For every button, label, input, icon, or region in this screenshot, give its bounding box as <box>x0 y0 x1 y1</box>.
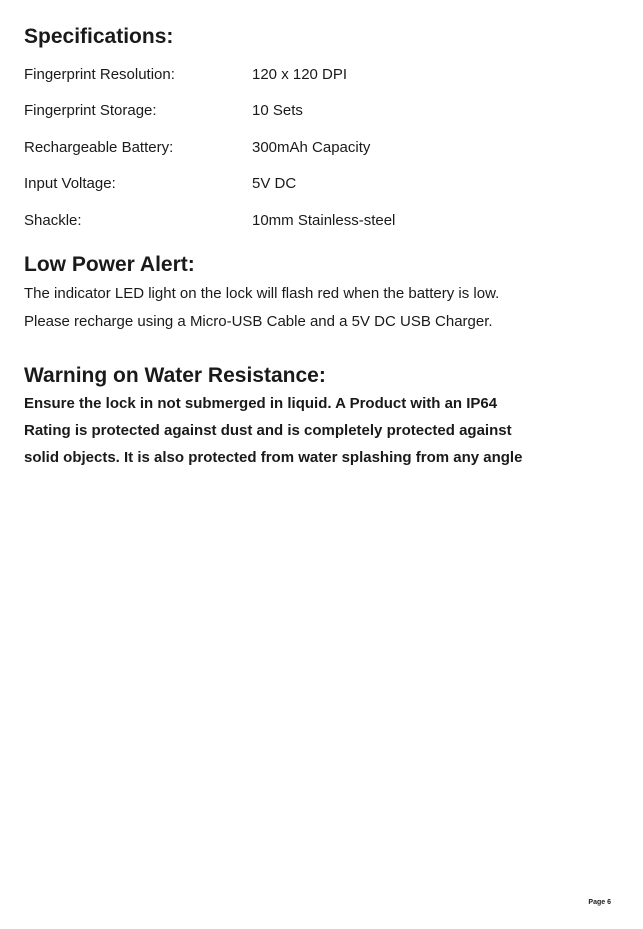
water-warning-heading: Warning on Water Resistance: <box>24 364 326 387</box>
low-power-text-line: Please recharge using a Micro-USB Cable and a 5V DC USB Charger. <box>24 313 493 330</box>
spec-value: 10 Sets <box>252 102 303 119</box>
spec-value: 5V DC <box>252 175 297 192</box>
spec-label: Fingerprint Storage: <box>24 102 157 119</box>
spec-label: Rechargeable Battery: <box>24 139 174 156</box>
low-power-heading: Low Power Alert: <box>24 253 195 276</box>
water-warning-text-line: Ensure the lock in not submerged in liquid. A Product with an IP64 <box>24 395 498 412</box>
spec-row-fingerprint-resolution <box>24 64 624 86</box>
low-power-text-line: The indicator LED light on the lock will flash red when the battery is low. <box>24 285 500 302</box>
spec-row-shackle <box>24 210 624 232</box>
spec-row-rechargeable-battery <box>24 137 624 159</box>
spec-value: 120 x 120 DPI <box>252 66 348 83</box>
water-warning-text-line: solid objects. It is also protected from water splashing from any angle <box>24 449 523 466</box>
spec-label: Shackle: <box>24 212 82 229</box>
specifications-heading: Specifications: <box>24 25 174 48</box>
spec-row-fingerprint-storage <box>24 100 624 122</box>
spec-row-input-voltage <box>24 173 624 195</box>
spec-value: 300mAh Capacity <box>252 139 371 156</box>
water-warning-text-line: Rating is protected against dust and is completely protected against <box>24 422 512 439</box>
spec-label: Input Voltage: <box>24 175 116 192</box>
spec-value: 10mm Stainless-steel <box>252 212 396 229</box>
page-number: Page 6 <box>588 899 611 906</box>
spec-label: Fingerprint Resolution: <box>24 66 175 83</box>
